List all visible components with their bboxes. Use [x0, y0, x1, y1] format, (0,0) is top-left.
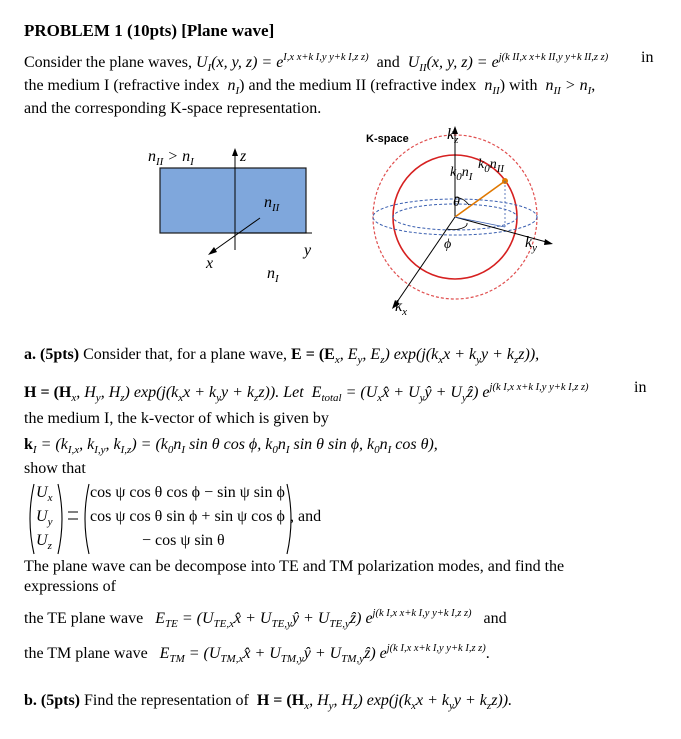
- E-total-eq: = (U: [345, 384, 378, 401]
- E-total: E: [311, 384, 322, 401]
- in-word-1: in: [641, 49, 654, 66]
- decompose-line-2: expressions of: [24, 578, 116, 595]
- fig-n-top-sub2: I: [190, 156, 194, 168]
- part-b-sep2: , H: [333, 692, 354, 709]
- H-tail-2: x + k: [183, 384, 217, 401]
- matrix-lhs-y: [36, 508, 52, 528]
- medium-condition-label: [148, 146, 194, 173]
- te-E: E: [155, 610, 165, 627]
- te-s2: TE,y: [271, 618, 292, 630]
- matrix-rhs-row-2: cos ψ cos θ sin ϕ + sin ψ cos ϕ: [90, 508, 285, 525]
- part-a-text-1: Consider that, for a plane wave,: [83, 346, 288, 363]
- tm-E-sub: TM: [169, 653, 185, 665]
- te-h2: ŷ + U: [291, 610, 330, 627]
- k-Iy-sub: I,y: [94, 444, 106, 456]
- k-n-3: n: [379, 436, 388, 453]
- cond-gt: > n: [560, 77, 588, 94]
- k-I-vector: k: [24, 436, 33, 453]
- tm-h1: x̂ + U: [243, 645, 281, 662]
- te-E-sub: TE: [165, 618, 178, 630]
- k0nII-k: k: [478, 157, 485, 172]
- part-b-kz: z: [486, 700, 492, 712]
- wave-I-symbol: U: [195, 54, 208, 71]
- wave-II-symbol: U: [407, 54, 420, 71]
- k-nI-sub-3: I: [387, 444, 392, 456]
- H-sep-2: , H: [100, 384, 121, 401]
- E-z-sub: z: [380, 354, 385, 366]
- k-n-2: n: [277, 436, 286, 453]
- ky-label: [525, 232, 537, 259]
- part-b-Hz: z: [353, 700, 358, 712]
- fig-medium-II-sub: II: [272, 202, 280, 214]
- H-kz-sub: z: [254, 392, 259, 404]
- te-h1: x̂ + U: [234, 610, 272, 627]
- k0nI-n: n: [461, 165, 469, 180]
- te-exponent: j(k I,x x+k I,y y+k I,z z): [372, 608, 472, 619]
- te-label: the TE plane wave: [24, 610, 144, 627]
- phi-label: ϕ: [444, 237, 452, 252]
- lhs-right-paren: [58, 484, 62, 554]
- k-space-title: K-space: [366, 133, 409, 145]
- H-z-sub: z: [120, 392, 125, 404]
- and-word: and: [376, 54, 400, 71]
- k-nI-sub-1: I: [181, 444, 186, 456]
- E-tail-2: x + k: [443, 346, 477, 363]
- k0nII-n: n: [489, 157, 497, 172]
- part-b-ky: y: [449, 700, 454, 712]
- U-x-sub: x: [377, 392, 383, 404]
- fig-medium-II-n: n: [264, 194, 272, 211]
- wave-I-sub: I: [207, 62, 212, 74]
- k0nI-nsub: I: [468, 171, 473, 183]
- k-sin-2: sin θ sin ϕ, k: [293, 436, 375, 453]
- in-word-2: in: [634, 379, 647, 396]
- E-y-sub: y: [357, 354, 363, 366]
- part-b-Hx: x: [304, 700, 310, 712]
- matrix-equation: [24, 482, 344, 556]
- te-and: and: [483, 610, 507, 627]
- lhs-U-x: U: [36, 484, 48, 501]
- E-sep-2: , E: [362, 346, 381, 363]
- te-eq: = (U: [181, 610, 214, 627]
- fig-n-top: n: [148, 148, 156, 165]
- n-I-sub: I: [235, 85, 240, 97]
- wave-I-args: (x, y, z) = e: [211, 54, 284, 71]
- E-tail-4: z)),: [518, 346, 540, 363]
- k0nI-label: [450, 162, 472, 188]
- tm-end: .: [485, 645, 490, 662]
- H-vector: H = (H: [24, 384, 72, 401]
- fig-z-label: z: [240, 148, 247, 165]
- E-vector: E = (E: [291, 346, 335, 363]
- lhs-U-y: U: [36, 508, 48, 525]
- E-tail-1: ) exp(j(k: [384, 346, 439, 363]
- intro-text-2a: the medium I (refractive index: [24, 77, 220, 94]
- E-kx-sub: x: [438, 354, 444, 366]
- tm-s2: TM,y: [280, 653, 304, 665]
- k-nI-sub-2: I: [285, 444, 290, 456]
- fig-y-label: y: [304, 242, 312, 259]
- cond-sub-1: II: [553, 85, 561, 97]
- U-z-hat: ẑ) e: [466, 384, 490, 401]
- z-axis-arrow: [232, 148, 238, 156]
- U-y-sub: y: [419, 392, 425, 404]
- E-total-exponent: j(k I,x x+k I,y y+k I,z z): [489, 382, 589, 393]
- te-h3: ẑ) e: [349, 610, 373, 627]
- k-Ix-sub: I,x: [67, 444, 80, 456]
- part-b-kx: x: [411, 700, 417, 712]
- U-x-hat: x̂ + U: [382, 384, 420, 401]
- k0nII-label: [478, 154, 504, 180]
- fig-n-top-sub1: II: [156, 156, 164, 168]
- wave-I-exponent: I,x x+k I,y y+k I,z z): [283, 52, 369, 63]
- wave-II-args: (x, y, z) = e: [426, 54, 499, 71]
- part-a-label: a. (5pts): [24, 346, 80, 363]
- te-s3: TE,y: [329, 618, 350, 630]
- lhs-x-sub: x: [47, 492, 53, 504]
- H-tail-4: z)). Let: [258, 384, 304, 401]
- tm-eq: = (U: [188, 645, 221, 662]
- k0nI-sub: 0: [456, 171, 462, 183]
- matrix-rhs-row-3: − cos ψ sin θ: [142, 532, 225, 549]
- part-a-line-2: [24, 377, 589, 409]
- H-x-sub: x: [71, 392, 77, 404]
- cond-end: ,: [591, 77, 596, 94]
- part-a-line-3: the medium I, the k-vector of which is given by: [24, 410, 329, 427]
- k-comma-2: , k: [105, 436, 121, 453]
- k-I-eq: = (k: [40, 436, 68, 453]
- ky-k: k: [525, 234, 533, 251]
- k0-sub-2: 0: [272, 444, 278, 456]
- k-sin-1: sin θ cos ϕ, k: [189, 436, 273, 453]
- matrix-lhs-x: [36, 484, 52, 504]
- n-I-symbol: n: [227, 77, 236, 94]
- ky-sub: y: [532, 242, 537, 254]
- projection-base: [455, 217, 505, 227]
- k0-sub-3: 0: [374, 444, 380, 456]
- part-b-line: [24, 690, 512, 717]
- k-I-sub: I: [32, 444, 37, 456]
- E-sep-1: , E: [339, 346, 358, 363]
- problem-title: PROBLEM 1 (10pts) [Plane wave]: [24, 21, 275, 40]
- fig-medium-I-n: n: [267, 265, 275, 282]
- intro-text-1: Consider the plane waves,: [24, 54, 192, 71]
- fig-x-label: x: [206, 255, 214, 272]
- n-II-sub: II: [492, 85, 500, 97]
- tm-h3: ẑ) e: [364, 645, 387, 662]
- kx-label: [395, 296, 407, 323]
- part-b-tail: ) exp(j(k: [357, 692, 412, 709]
- kx-sub: x: [402, 306, 407, 318]
- k-cos: cos θ),: [395, 436, 438, 453]
- fig-medium-II-label: [264, 192, 279, 219]
- part-a-line-1: [24, 344, 539, 371]
- part-b-t4: z)).: [491, 692, 513, 709]
- tm-line: [24, 638, 490, 670]
- rhs-left-paren: [85, 484, 89, 554]
- E-kz-sub: z: [513, 354, 519, 366]
- H-kx-sub: x: [178, 392, 184, 404]
- tm-s3: TM,y: [341, 653, 365, 665]
- te-line: [24, 603, 507, 635]
- tm-label: the TM plane wave: [24, 645, 148, 662]
- k-n-1: n: [173, 436, 182, 453]
- k-space-diagram: [355, 125, 555, 325]
- fig-medium-I-sub: I: [275, 273, 279, 285]
- part-b-text: Find the representation of: [84, 692, 249, 709]
- theta-label: θ: [453, 195, 460, 210]
- ky-axis-arrow: [544, 239, 553, 245]
- k-Iz-sub: I,z: [120, 444, 132, 456]
- k0-sub-1: 0: [167, 444, 174, 456]
- U-y-hat: ŷ + U: [424, 384, 462, 401]
- k0nII-sub: 0: [484, 163, 490, 175]
- E-x-sub: x: [334, 354, 340, 366]
- part-b-H: H = (H: [256, 692, 305, 709]
- H-ky-sub: y: [216, 392, 222, 404]
- intro-text-2b: ) and the medium II (refractive index: [239, 77, 477, 94]
- U-z-sub: y: [461, 392, 467, 404]
- part-b-t3: y + k: [453, 692, 487, 709]
- H-tail-3: y + k: [221, 384, 255, 401]
- part-b-t2: x + k: [416, 692, 450, 709]
- matrix-and: , and: [290, 508, 322, 525]
- E-total-sub: total: [321, 392, 342, 404]
- k0nI-k: k: [450, 165, 457, 180]
- lhs-y-sub: y: [47, 516, 53, 528]
- cond-sub-2: I: [587, 85, 592, 97]
- intro-text-2c: ) with: [499, 77, 538, 94]
- k-rhs: ) = (k: [131, 436, 168, 453]
- k-space-svg: [355, 125, 555, 325]
- part-a-line-4: [24, 434, 438, 461]
- lhs-U-z: U: [36, 532, 48, 549]
- part-b-sep1: , H: [309, 692, 329, 709]
- matrix-rhs-row-1: cos ψ cos θ cos ϕ − sin ψ sin ϕ: [90, 484, 285, 501]
- fig-medium-I-label: [267, 263, 279, 290]
- kz-label: [447, 124, 458, 151]
- H-sep-1: , H: [76, 384, 96, 401]
- n-II-symbol: n: [484, 77, 493, 94]
- part-b-label: b. (5pts): [24, 692, 81, 709]
- decompose-line-1: The plane wave can be decompose into TE and TM polarization modes, and find the: [24, 558, 565, 575]
- E-ky-sub: y: [476, 354, 481, 366]
- kz-k: k: [447, 126, 455, 143]
- lhs-left-paren: [30, 484, 34, 554]
- intro-line-3: and the corresponding K-space representation.: [24, 100, 322, 117]
- E-tail-3: y + k: [480, 346, 514, 363]
- wave-II-sub: II: [419, 62, 427, 74]
- show-that: show that: [24, 460, 86, 477]
- cond-n: n: [545, 77, 554, 94]
- matrix-lhs-z: [36, 532, 52, 552]
- part-b-Hy: y: [328, 700, 334, 712]
- lhs-z-sub: z: [47, 540, 52, 552]
- wave-II-exponent: j(k II,x x+k II,y y+k II,z z): [498, 52, 609, 63]
- kz-sub: z: [454, 134, 459, 146]
- medium-II-slab: [160, 168, 306, 233]
- kx-k: k: [395, 298, 403, 315]
- H-tail-1: ) exp(j(k: [124, 384, 179, 401]
- tm-s1: TM,x: [220, 653, 244, 665]
- tm-exponent: j(k I,x x+k I,y y+k I,z z): [386, 643, 486, 654]
- fig-n-top-gt: > n: [163, 148, 191, 165]
- tm-h2: ŷ + U: [303, 645, 342, 662]
- kx-axis: [395, 217, 455, 305]
- k-comma-1: , k: [79, 436, 95, 453]
- te-s1: TE,x: [213, 618, 235, 630]
- H-y-sub: y: [95, 392, 101, 404]
- tm-E: E: [159, 645, 170, 662]
- k0nII-nsub: II: [496, 163, 505, 175]
